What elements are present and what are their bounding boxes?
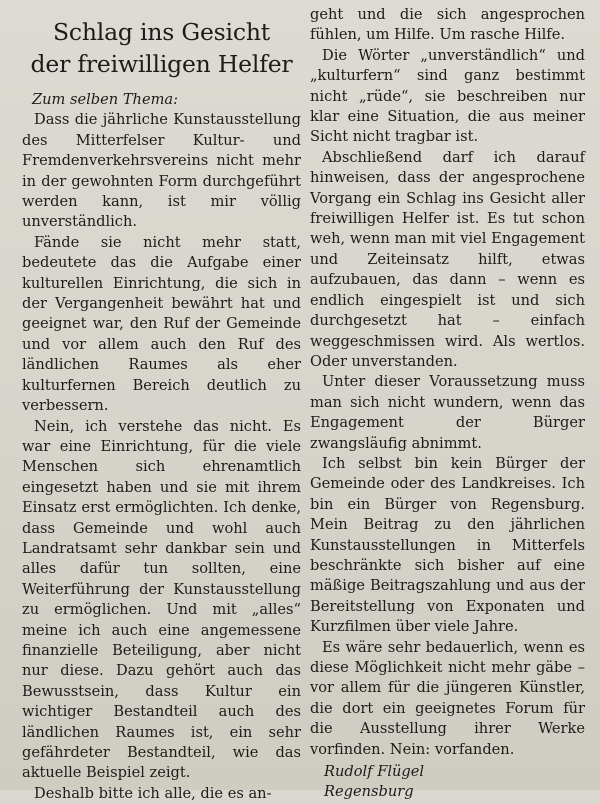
headline-line-1: Schlag ins Gesicht	[52, 18, 270, 46]
paragraph: Fände sie nicht mehr statt, bedeutete das die Aufgabe einer kulturellen Einrichtung, die sich in der Vergangenheit bewährt hat und geeignet war, den Ruf der Gemeinde und vor allem auch den Ruf des ländlichen Raumes als eher kulturfernen Bereich deutlich zu verbessern.	[22, 233, 301, 415]
headline-line-2: der freiwilligen Helfer	[30, 50, 293, 78]
paragraph: Unter dieser Voraussetzung muss man sich nicht wundern, wenn das Engagement der Bürger zwangsläufig abnimmt.	[310, 373, 585, 452]
right-column	[310, 5, 585, 803]
kicker: Zum selben Thema:	[32, 91, 179, 108]
headline	[22, 16, 301, 80]
paragraph: Nein, ich verstehe das nicht. Es war eine Einrichtung, für die viele Menschen sich ehrenamtlich eingesetzt haben und sie mit ihrem Einsatz erst ermöglichten. Ich denke, dass Gemeinde und wohl auch Landratsamt sehr dankbar sein und alles dafür tun sollten, eine Weiterführung der Kunstausstellung zu ermöglichen. Und mit „alles“ meine ich auch eine angemessene finanzielle Beteiligung, aber nicht nur diese. Dazu gehört auch das Bewusstsein, dass Kultur ein wichtiger Bestandteil auch des ländlichen Raumes ist, ein sehr gefährdeter Bestandteil, wie das aktuelle Beispiel zeigt.	[22, 417, 301, 782]
paragraph: Ich selbst bin kein Bürger der Gemeinde oder des Landkreises. Ich bin ein Bürger von Regensburg. Mein Beitrag zu den jährlichen Kunstausstellungen in Mitterfels beschränkte sich bisher auf eine mäßige Beitragszahlung und aus der Bereitstellung von Exponaten und Kurzfilmen über viele Jahre.	[310, 454, 585, 636]
paragraph: Abschließend darf ich darauf hinweisen, dass der angesprochene Vorgang ein Schlag ins Gesicht aller freiwilligen Helfer ist. Es tut schon weh, wenn man mit viel Engagement und Zeiteinsatz hilft, etwas aufzubauen, das dann – wenn es endlich eingespielt ist und sich durchgesetzt hat – einfach weggeschmissen wird. Als wertlos. Oder unverstanden.	[310, 148, 585, 370]
author-name: Rudolf Flügel	[324, 763, 425, 781]
author-city: Regensburg	[324, 783, 414, 801]
left-column	[22, 16, 301, 804]
paragraph: Die Wörter „unverständlich“ und „kulturfern“ sind ganz bestimmt nicht „rüde“, sie beschreiben nur klar eine Situation, die aus meiner Sicht nicht tragbar ist.	[310, 46, 585, 146]
paragraph: Es wäre sehr bedauerlich, wenn es diese Möglichkeit nicht mehr gäbe – vor allem für die jüngeren Künstler, die dort ein geeignetes Forum für die Ausstellung ihrer Werke vorfinden. Nein: vorfanden.	[310, 638, 585, 758]
paragraph: geht und die sich angesprochen fühlen, um Hilfe. Um rasche Hilfe.	[310, 6, 585, 44]
paragraph: Deshalb bitte ich alle, die es an-	[34, 784, 272, 802]
paragraph: Dass die jährliche Kunstausstellung des Mitterfelser Kultur- und Fremdenverkehrsvereins nicht mehr in der gewohnten Form durchgeführt werden kann, ist mir völlig unverständlich.	[22, 111, 301, 231]
